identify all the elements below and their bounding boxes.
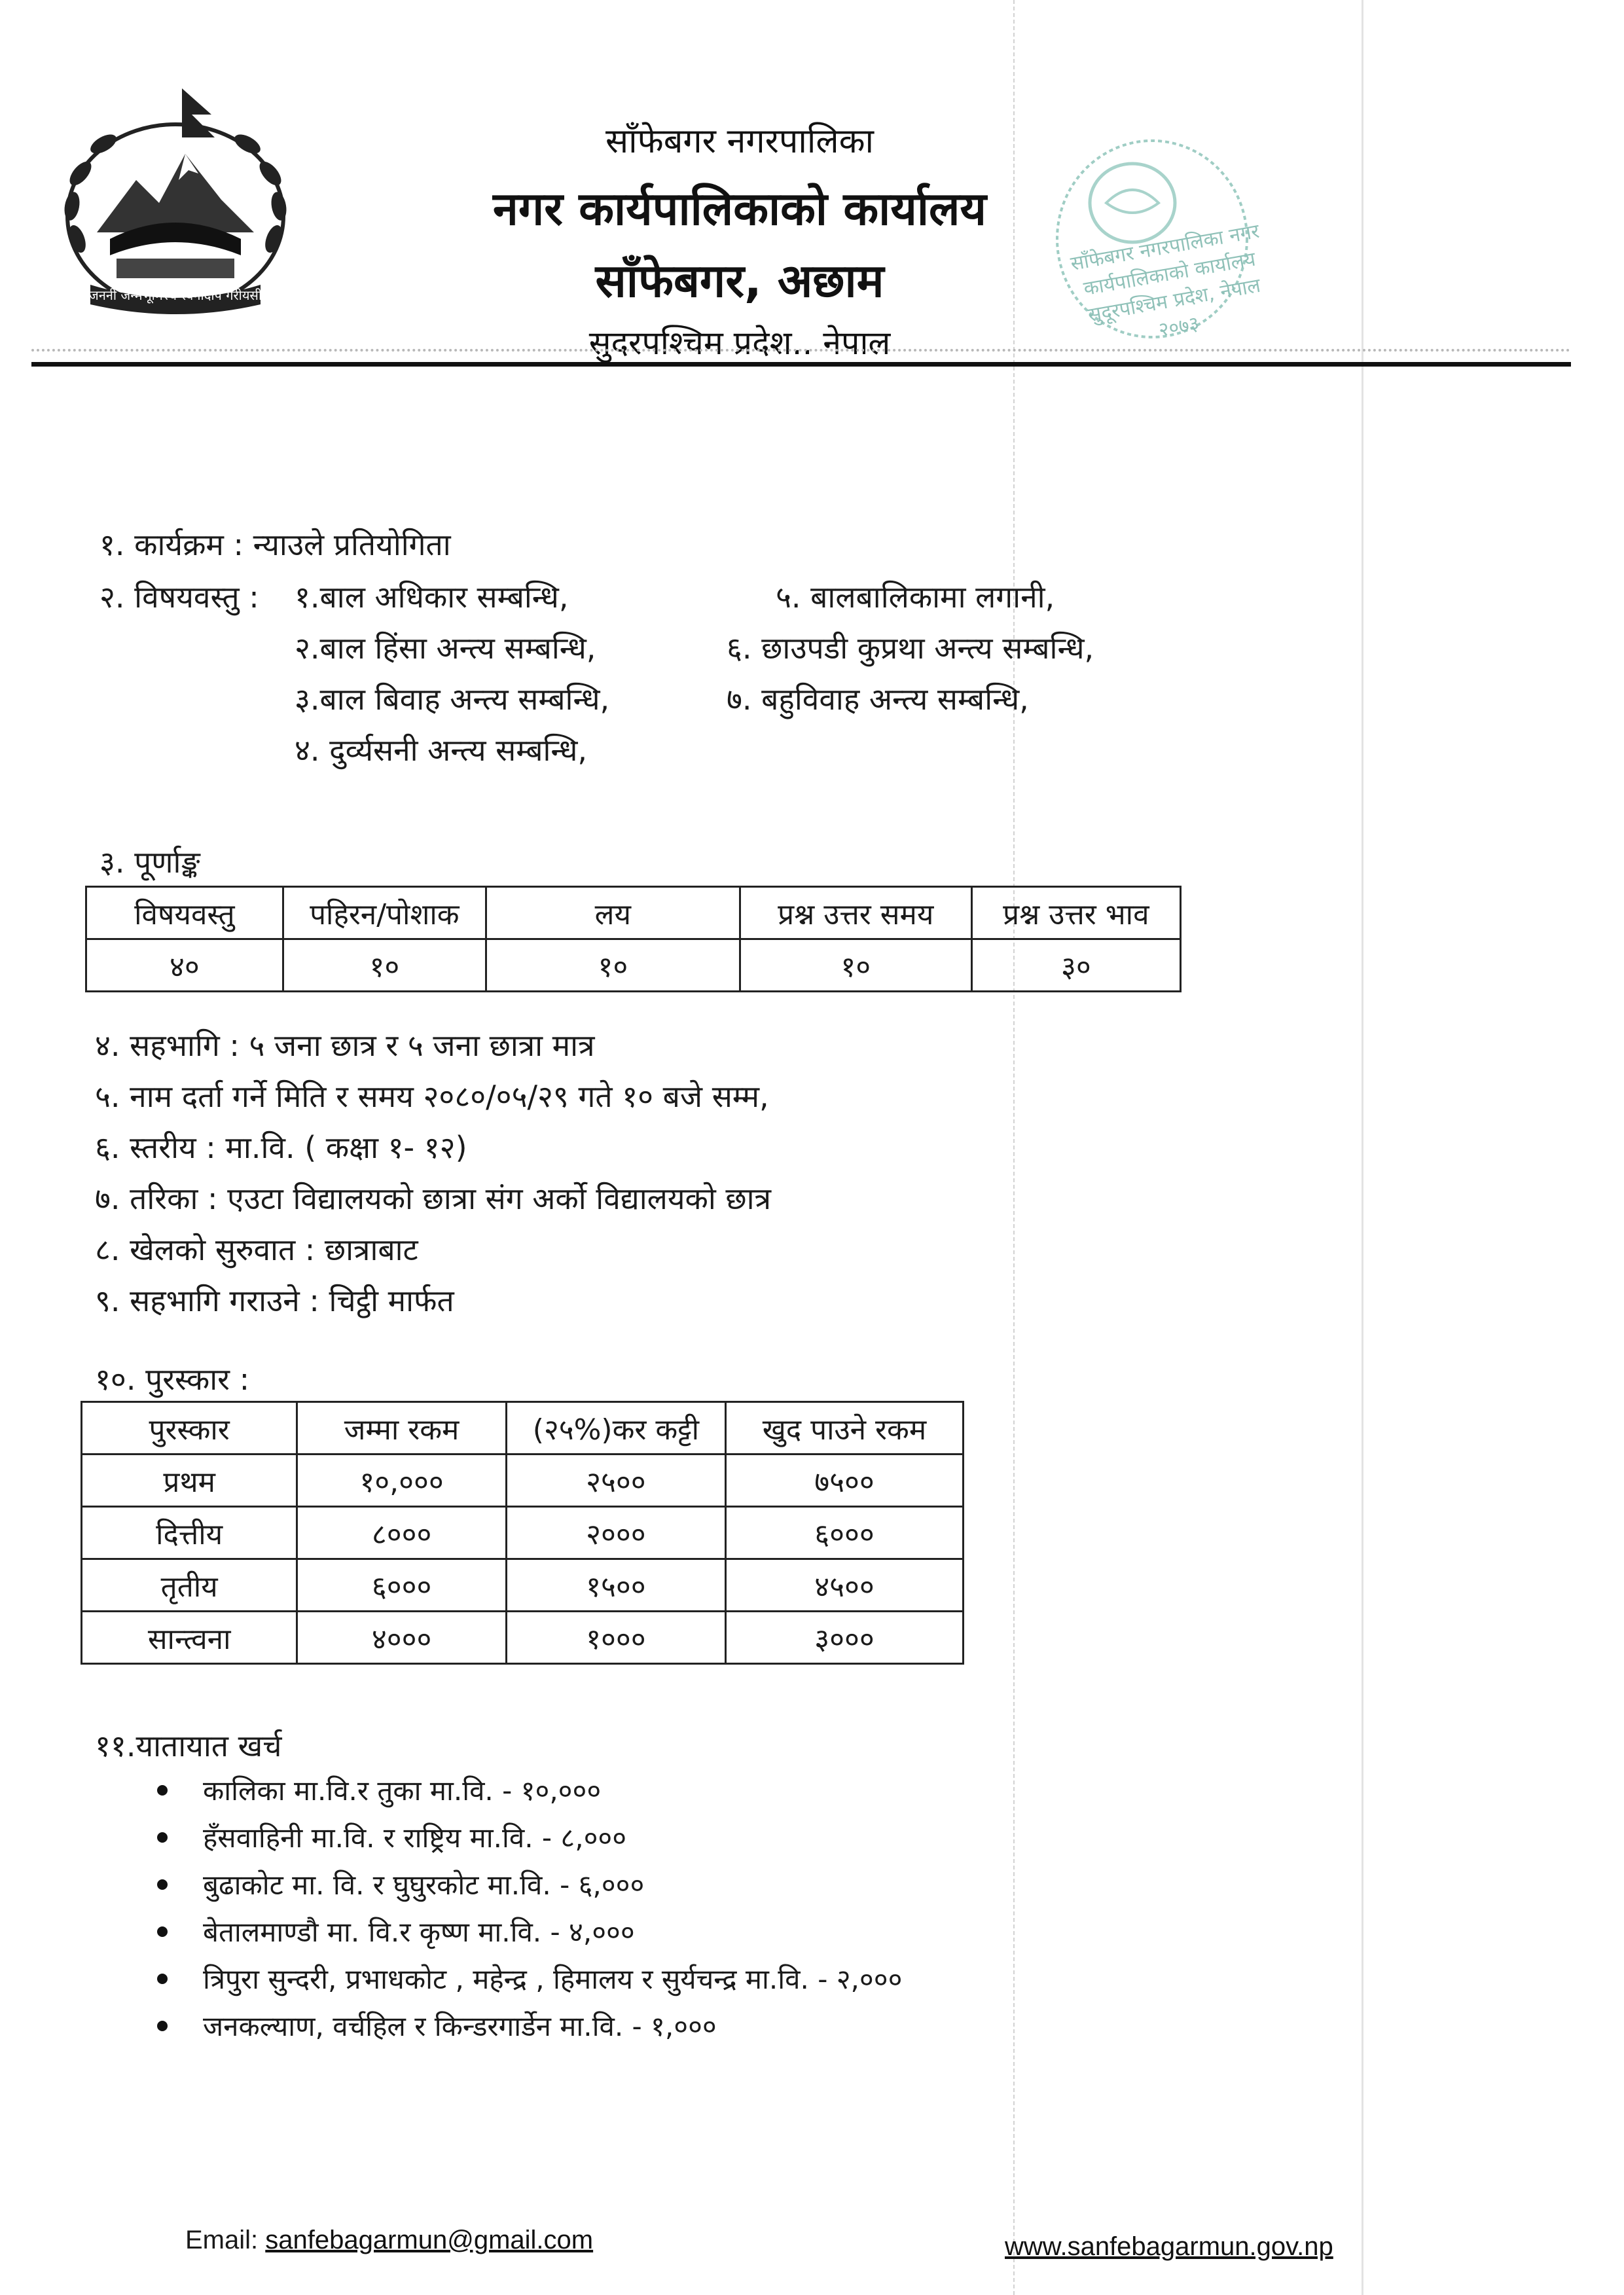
- header-divider-thin: [31, 349, 1571, 352]
- website-link[interactable]: www.sanfebagarmun.gov.np: [1005, 2232, 1333, 2261]
- table-cell: दित्तीय: [82, 1507, 297, 1559]
- bullet-icon: [157, 2021, 168, 2031]
- table-header-cell: पहिरन/पोशाक: [283, 887, 486, 939]
- table-header-cell: पुरस्कार: [82, 1402, 297, 1455]
- list-item: [157, 1956, 902, 2003]
- office-location: साँफेबगर, अछाम: [595, 254, 884, 308]
- item-program: १. कार्यक्रम : न्याउले प्रतियोगिता: [99, 527, 451, 562]
- table-cell: सान्त्वना: [82, 1612, 297, 1664]
- topic-left-3: ३.बाल बिवाह अन्त्य सम्बन्धि,: [295, 681, 610, 717]
- topic-right-5: ५. बालबालिकामा लगानी,: [776, 579, 1055, 615]
- table-row: [82, 1559, 964, 1612]
- table-cell: ६०००: [297, 1559, 507, 1612]
- bullet-icon: [157, 1785, 168, 1796]
- province-country: सुदरपश्चिम प्रदेश.. नेपाल: [588, 324, 891, 362]
- table-cell: १५००: [506, 1559, 725, 1612]
- bullet-icon: [157, 1926, 168, 1937]
- item-participants: ४. सहभागि : ५ जना छात्र र ५ जना छात्रा मात्र: [95, 1028, 595, 1063]
- header-divider-thick: [31, 362, 1571, 367]
- topic-left-1: १.बाल अधिकार सम्बन्धि,: [295, 579, 569, 615]
- table-header-cell: प्रश्न उत्तर समय: [740, 887, 971, 939]
- municipality-name: साँफेबगर नगरपालिका: [605, 122, 874, 161]
- footer-website: [1005, 2232, 1333, 2262]
- table-cell: १०००: [506, 1612, 725, 1664]
- item-start: ८. खेलको सुरुवात : छात्राबाट: [95, 1232, 418, 1267]
- page-edge-line: [1362, 0, 1363, 2295]
- table-row: [86, 939, 1181, 992]
- table-cell: ३०००: [725, 1612, 963, 1664]
- table-row: [82, 1507, 964, 1559]
- table-cell: १०,०००: [297, 1455, 507, 1507]
- table-row: [82, 1612, 964, 1664]
- item-level: ६. स्तरीय : मा.वि. ( कक्षा १- १२): [95, 1130, 467, 1165]
- table-header-cell: प्रश्न उत्तर भाव: [971, 887, 1180, 939]
- table-header-cell: लय: [486, 887, 740, 939]
- bullet-icon: [157, 1974, 168, 1984]
- emblem-motto: जननी जन्मभूमिश्च स्वर्गादपि गरीयसी: [88, 287, 262, 303]
- transport-entry: कालिका मा.वि.र तुका मा.वि. - १०,०००: [203, 1775, 602, 1807]
- transport-entry: त्रिपुरा सुन्दरी, प्रभाधकोट , महेन्द्र , हिमालय र सुर्यचन्द्र मा.वि. - २,०००: [203, 1963, 903, 1995]
- topic-right-7: ७. बहुविवाह अन्त्य सम्बन्धि,: [727, 681, 1029, 717]
- list-item: [157, 1862, 902, 1909]
- table-cell: ३०: [971, 939, 1180, 992]
- item-registration: ५. नाम दर्ता गर्ने मिति र समय २०८०/०५/२९ गते १० बजे सम्म,: [95, 1079, 769, 1114]
- table-cell: ४०००: [297, 1612, 507, 1664]
- seal-text: साँफेबगर नगरपालिका नगर कार्यपालिकाको कार्यालय सुदूरपश्चिम प्रदेश, नेपाल २०७३: [1068, 219, 1263, 342]
- table-cell: २५००: [506, 1455, 725, 1507]
- bullet-icon: [157, 1832, 168, 1843]
- transport-entry: बेतालमाण्डौ मा. वि.र कृष्ण मा.वि. - ४,०००: [203, 1916, 635, 1948]
- transport-entry: हँसवाहिनी मा.वि. र राष्ट्रिय मा.वि. - ८,०००: [203, 1822, 627, 1854]
- email-link[interactable]: sanfebagarmun@gmail.com: [265, 2226, 594, 2254]
- item-participation: ९. सहभागि गराउने : चिट्ठी मार्फत: [95, 1283, 454, 1318]
- list-item: [157, 1909, 902, 1956]
- table-cell: १०: [486, 939, 740, 992]
- item-method: ७. तरिका : एउटा विद्यालयको छात्रा संग अर्को विद्यालयको छात्र: [95, 1181, 771, 1216]
- item-prizes: १०. पुरस्कार :: [95, 1362, 250, 1397]
- nepal-emblem-icon: [51, 75, 300, 321]
- table-header-cell: जम्मा रकम: [297, 1402, 507, 1455]
- prize-table: [81, 1401, 964, 1665]
- topic-left-2: २.बाल हिंसा अन्त्य सम्बन्धि,: [295, 630, 596, 666]
- table-row: [82, 1402, 964, 1455]
- table-cell: प्रथम: [82, 1455, 297, 1507]
- table-cell: तृतीय: [82, 1559, 297, 1612]
- topic-left-4: ४. दुर्व्यसनी अन्त्य सम्बन्धि,: [295, 732, 588, 768]
- item-full-marks: ३. पूर्णाङ्क: [99, 844, 200, 880]
- table-cell: ६०००: [725, 1507, 963, 1559]
- table-cell: ७५००: [725, 1455, 963, 1507]
- table-cell: १०: [740, 939, 971, 992]
- bullet-icon: [157, 1879, 168, 1890]
- table-row: [86, 887, 1181, 939]
- office-name: नगर कार्यपालिकाको कार्यालय: [492, 182, 987, 236]
- list-item: [157, 2003, 902, 2050]
- item-transport: ११.यातायात खर्च: [95, 1728, 282, 1763]
- footer-email: [185, 2226, 593, 2255]
- topic-right-6: ६. छाउपडी कुप्रथा अन्त्य सम्बन्धि,: [727, 630, 1094, 666]
- table-cell: १०: [283, 939, 486, 992]
- list-item: [157, 1767, 902, 1815]
- table-row: [82, 1455, 964, 1507]
- email-label: Email:: [185, 2226, 259, 2254]
- item-topics-label: २. विषयवस्तु :: [99, 579, 259, 615]
- table-cell: २०००: [506, 1507, 725, 1559]
- table-cell: ४५००: [725, 1559, 963, 1612]
- table-header-cell: खुद पाउने रकम: [725, 1402, 963, 1455]
- list-item: [157, 1815, 902, 1862]
- transport-list: [157, 1767, 902, 2050]
- table-header-cell: (२५%)कर कट्टी: [506, 1402, 725, 1455]
- table-cell: ४०: [86, 939, 283, 992]
- table-cell: ८०००: [297, 1507, 507, 1559]
- score-table: [85, 886, 1182, 992]
- transport-entry: जनकल्याण, वर्चहिल र किन्डरगार्डेन मा.वि. - १,०००: [203, 2010, 717, 2042]
- table-header-cell: विषयवस्तु: [86, 887, 283, 939]
- transport-entry: बुढाकोट मा. वि. र घुघुरकोट मा.वि. - ६,०००: [203, 1869, 645, 1901]
